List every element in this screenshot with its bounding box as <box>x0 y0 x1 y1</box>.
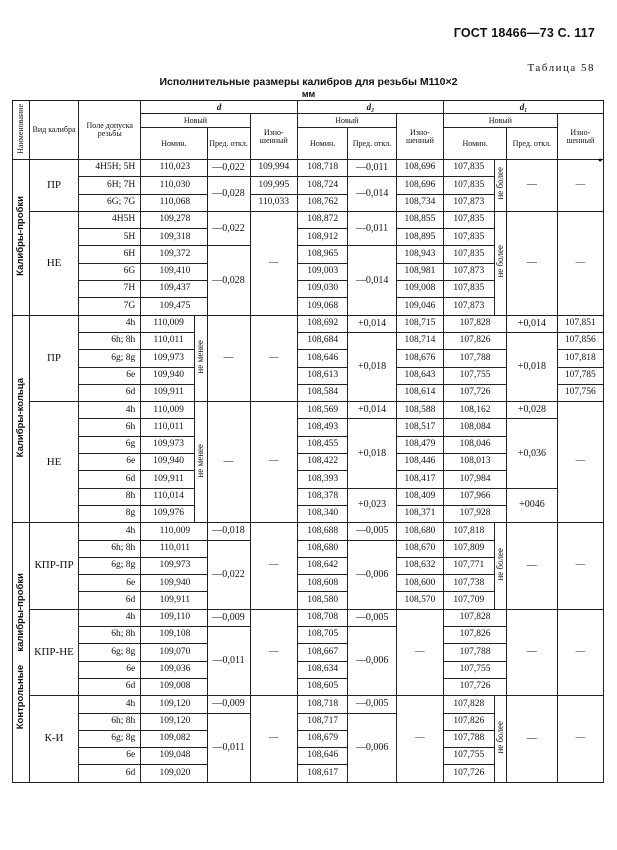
tolerance-field: 6d <box>79 765 141 782</box>
d2-nominal: 109,003 <box>297 263 347 280</box>
d1-nominal: 107,726 <box>444 678 507 695</box>
tolerance-field: 6G <box>79 263 141 280</box>
d-nominal: 109,911 <box>141 471 195 488</box>
d2-deviation: —0,014 <box>348 246 396 315</box>
d1-nominal: 107,726 <box>444 765 494 782</box>
d-nominal: 109,108 <box>141 627 207 644</box>
d2-deviation: +0,023 <box>348 488 396 523</box>
tolerance-field: 6g; 8g <box>79 350 141 367</box>
tolerance-field: 6d <box>79 678 141 695</box>
d2-worn: 108,676 <box>396 350 443 367</box>
d2-worn: 108,670 <box>396 540 443 557</box>
d2-nominal: 108,688 <box>297 523 347 540</box>
tolerance-field: 6e <box>79 454 141 471</box>
d2-nominal: 108,608 <box>297 575 347 592</box>
tolerance-field: 6Н <box>79 246 141 263</box>
d-nominal: 109,120 <box>141 696 207 713</box>
d1-nominal: 107,873 <box>444 298 494 315</box>
d2-worn: 108,417 <box>396 471 443 488</box>
table-row <box>13 211 604 228</box>
d1-nominal: 107,835 <box>444 160 494 177</box>
d1-worn: — <box>557 402 603 523</box>
tolerance-field: 5Н <box>79 229 141 246</box>
d-worn: — <box>250 523 297 609</box>
table-title: Исполнительные размеры калибров для резьбы М110×2 <box>159 76 458 88</box>
d1-worn: — <box>557 696 603 782</box>
tolerance-field: 6g; 8g <box>79 557 141 574</box>
d-deviation: —0,028 <box>207 177 250 212</box>
tolerance-field: 6d <box>79 471 141 488</box>
d2-nominal: 108,642 <box>297 557 347 574</box>
gost-reference: ГОСТ 18466—73 С. 117 <box>453 26 595 40</box>
d-worn: — <box>250 696 297 782</box>
d-deviation: —0,009 <box>207 696 250 713</box>
d2-nominal: 108,605 <box>297 678 347 695</box>
tolerance-field: 6h; 8h <box>79 627 141 644</box>
d1-nominal: 107,966 <box>444 488 507 505</box>
col-d2-novyi: Новый <box>297 114 396 128</box>
tolerance-field: 4h <box>79 523 141 540</box>
d1-worn: — <box>557 523 603 609</box>
d2-deviation: —0,014 <box>348 177 396 212</box>
gauge-type: ПР <box>29 160 78 212</box>
d-worn: 110,033 <box>250 194 297 211</box>
d1-worn: — <box>557 609 603 695</box>
d-nominal: 110,068 <box>141 194 207 211</box>
margin-bullet: ● <box>598 156 603 164</box>
d-nominal: 109,911 <box>141 384 195 401</box>
tolerance-field: 6e <box>79 748 141 765</box>
note-ne-menee <box>194 402 207 523</box>
d2-worn: 108,696 <box>396 177 443 194</box>
d1-nominal: 107,984 <box>444 471 507 488</box>
d1-deviation: +0,028 <box>507 402 557 419</box>
table-row <box>13 419 604 436</box>
d-deviation: —0,022 <box>207 160 250 177</box>
d-nominal: 109,973 <box>141 557 207 574</box>
note-ne-bolee <box>494 160 507 212</box>
tolerance-field: 6d <box>79 384 141 401</box>
col-d1-iznosh: Изно-шенный <box>557 114 603 160</box>
table-row <box>13 523 604 540</box>
d2-deviation: —0,006 <box>348 627 396 696</box>
d-deviation: —0,011 <box>207 627 250 696</box>
note-ne-bolee-text: не более <box>494 167 505 200</box>
d2-nominal: 108,708 <box>297 609 347 626</box>
d1-worn: 107,856 <box>557 332 603 349</box>
d2-worn: 108,600 <box>396 575 443 592</box>
d1-nominal: 107,873 <box>444 263 494 280</box>
d-nominal: 109,976 <box>141 505 195 522</box>
d-deviation: —0,022 <box>207 211 250 246</box>
col-d-novyi: Новый <box>141 114 250 128</box>
d-nominal: 109,070 <box>141 644 207 661</box>
d1-nominal: 107,726 <box>444 384 507 401</box>
d2-worn: 108,696 <box>396 160 443 177</box>
col-vid: Вид калибра <box>29 101 78 160</box>
tolerance-field: 6h; 8h <box>79 332 141 349</box>
table-row <box>13 488 604 505</box>
tolerance-field: 6d <box>79 592 141 609</box>
tolerance-field: 4h <box>79 402 141 419</box>
d1-nominal: 107,835 <box>444 229 494 246</box>
d-nominal: 110,011 <box>141 419 195 436</box>
d2-nominal: 108,493 <box>297 419 347 436</box>
d2-worn: 108,614 <box>396 384 443 401</box>
d1-nominal: 107,755 <box>444 367 507 384</box>
d2-nominal: 108,393 <box>297 471 347 488</box>
table-label: Таблица 58 <box>527 62 595 74</box>
d1-nominal: 107,788 <box>444 350 507 367</box>
d-deviation: —0,028 <box>207 246 250 315</box>
d-nominal: 109,911 <box>141 592 207 609</box>
col-d2-pred: Пред. откл. <box>348 128 396 160</box>
col-d-nomin: Номин. <box>141 128 207 160</box>
d2-worn: — <box>396 609 443 695</box>
d2-worn: 108,632 <box>396 557 443 574</box>
d2-deviation: —0,005 <box>348 609 396 626</box>
d2-worn: 108,371 <box>396 505 443 522</box>
d2-nominal: 108,340 <box>297 505 347 522</box>
d1-nominal: 107,828 <box>444 315 507 332</box>
d-nominal: 109,940 <box>141 575 207 592</box>
gauge-type: КПР-НЕ <box>29 609 78 695</box>
d1-nominal: 107,709 <box>444 592 494 609</box>
d2-nominal: 108,378 <box>297 488 347 505</box>
gauge-type: НЕ <box>29 402 78 523</box>
d1-nominal: 107,826 <box>444 627 507 644</box>
d1-nominal: 107,771 <box>444 557 494 574</box>
note-ne-bolee-text: не более <box>494 547 505 581</box>
d2-deviation: +0,014 <box>348 402 396 419</box>
d2-nominal: 108,584 <box>297 384 347 401</box>
d1-nominal: 108,162 <box>444 402 507 419</box>
group-kalibry-koltsa <box>13 315 30 523</box>
d2-nominal: 108,872 <box>297 211 347 228</box>
d-nominal: 109,020 <box>141 765 207 782</box>
d-worn: — <box>250 402 297 523</box>
d2-nominal: 108,617 <box>297 765 347 782</box>
col-d1-pred: Пред. откл. <box>507 128 557 160</box>
d2-deviation: +0,014 <box>348 315 396 332</box>
d1-deviation: — <box>507 211 557 315</box>
d2-worn: 108,570 <box>396 592 443 609</box>
tolerance-field: 6e <box>79 367 141 384</box>
col-d1: d₁ <box>444 101 604 114</box>
d2-deviation: —0,011 <box>348 211 396 246</box>
tolerance-field: 7Н <box>79 281 141 298</box>
d-nominal: 110,011 <box>141 540 207 557</box>
d1-nominal: 107,835 <box>444 177 494 194</box>
d2-worn: — <box>396 696 443 782</box>
d2-nominal: 108,762 <box>297 194 347 211</box>
d1-deviation: — <box>507 523 557 609</box>
dimensions-table <box>12 100 604 783</box>
d1-nominal: 107,835 <box>444 211 494 228</box>
d-worn: — <box>250 609 297 695</box>
tolerance-field: 8h <box>79 488 141 505</box>
d-nominal: 109,278 <box>141 211 207 228</box>
d2-worn: 108,943 <box>396 246 443 263</box>
d2-deviation: —0,011 <box>348 160 396 177</box>
d-nominal: 110,011 <box>141 332 195 349</box>
d2-worn: 108,981 <box>396 263 443 280</box>
d2-nominal: 108,718 <box>297 160 347 177</box>
d1-nominal: 107,873 <box>444 194 494 211</box>
d-worn: 109,994 <box>250 160 297 177</box>
d-nominal: 109,048 <box>141 748 207 765</box>
d-nominal: 109,973 <box>141 436 195 453</box>
group-kalibry-koltsa-text: Калибры-кольца <box>15 377 27 457</box>
d2-nominal: 108,912 <box>297 229 347 246</box>
d1-deviation: — <box>507 696 557 782</box>
d2-worn: 109,008 <box>396 281 443 298</box>
tolerance-field: 6h <box>79 419 141 436</box>
d-nominal: 110,009 <box>141 402 195 419</box>
note-ne-bolee <box>494 523 507 609</box>
d2-worn: 108,715 <box>396 315 443 332</box>
d-deviation: —0,022 <box>207 540 250 609</box>
d-nominal: 109,082 <box>141 730 207 747</box>
d2-worn: 109,046 <box>396 298 443 315</box>
d-nominal: 109,110 <box>141 609 207 626</box>
d-nominal: 109,318 <box>141 229 207 246</box>
d1-worn: 107,756 <box>557 384 603 401</box>
d2-nominal: 108,680 <box>297 540 347 557</box>
d1-worn: — <box>557 211 603 315</box>
col-d2-nomin: Номин. <box>297 128 347 160</box>
col-d-pred: Пред. откл. <box>207 128 250 160</box>
d-worn: — <box>250 315 297 401</box>
tolerance-field: 6g; 8g <box>79 644 141 661</box>
d1-deviation: +0046 <box>507 488 557 523</box>
d1-worn: 107,785 <box>557 367 603 384</box>
tolerance-field: 6G; 7G <box>79 194 141 211</box>
tolerance-field: 6e <box>79 661 141 678</box>
d2-nominal: 108,646 <box>297 748 347 765</box>
d1-nominal: 108,046 <box>444 436 507 453</box>
d2-nominal: 108,684 <box>297 332 347 349</box>
note-ne-bolee <box>494 211 507 315</box>
group-kalibry-probki-text: Калибры-пробки <box>15 195 27 276</box>
d-nominal: 110,030 <box>141 177 207 194</box>
d-nominal: 109,120 <box>141 713 207 730</box>
d1-deviation: +0,018 <box>507 332 557 401</box>
d-nominal: 109,437 <box>141 281 207 298</box>
d-nominal: 110,023 <box>141 160 207 177</box>
col-naimenovanie: Наименование <box>13 101 30 160</box>
d2-deviation: —0,005 <box>348 696 396 713</box>
d2-nominal: 108,965 <box>297 246 347 263</box>
d2-deviation: —0,006 <box>348 713 396 782</box>
tolerance-field: 4h <box>79 315 141 332</box>
d1-nominal: 107,835 <box>444 281 494 298</box>
note-ne-bolee <box>494 696 507 782</box>
d1-worn: 107,851 <box>557 315 603 332</box>
table-row <box>13 609 604 626</box>
d1-nominal: 107,818 <box>444 523 494 540</box>
unit-label: мм <box>301 89 316 99</box>
d-nominal: 110,009 <box>141 315 195 332</box>
d2-worn: 108,446 <box>396 454 443 471</box>
tolerance-field: 6e <box>79 575 141 592</box>
d2-nominal: 109,030 <box>297 281 347 298</box>
note-ne-menee <box>194 315 207 401</box>
d2-deviation: —0,006 <box>348 540 396 609</box>
tolerance-field: 6Н; 7Н <box>79 177 141 194</box>
d-nominal: 109,372 <box>141 246 207 263</box>
d-deviation: — <box>207 402 250 523</box>
d1-deviation: +0,014 <box>507 315 557 332</box>
d-nominal: 109,940 <box>141 454 195 471</box>
d-nominal: 109,940 <box>141 367 195 384</box>
tolerance-field: 6g; 8g <box>79 730 141 747</box>
d1-nominal: 107,788 <box>444 730 494 747</box>
d-worn: 109,995 <box>250 177 297 194</box>
d1-worn: 107,818 <box>557 350 603 367</box>
d1-worn: — <box>557 160 603 212</box>
d-nominal: 109,973 <box>141 350 195 367</box>
tolerance-field: 4Н5Н <box>79 211 141 228</box>
table-row <box>13 160 604 177</box>
d1-nominal: 107,828 <box>444 609 507 626</box>
d-nominal: 109,036 <box>141 661 207 678</box>
d2-nominal: 108,717 <box>297 713 347 730</box>
col-d2: d₂ <box>297 101 443 114</box>
d2-nominal: 108,718 <box>297 696 347 713</box>
d2-nominal: 109,068 <box>297 298 347 315</box>
d1-nominal: 107,928 <box>444 505 507 522</box>
d-deviation: —0,018 <box>207 523 250 540</box>
d-nominal: 109,008 <box>141 678 207 695</box>
d1-deviation: — <box>507 160 557 212</box>
table-row <box>13 315 604 332</box>
d2-worn: 108,855 <box>396 211 443 228</box>
d2-worn: 108,643 <box>396 367 443 384</box>
d1-nominal: 107,826 <box>444 332 507 349</box>
tolerance-field: 8g <box>79 505 141 522</box>
d2-worn: 108,895 <box>396 229 443 246</box>
d2-worn: 108,517 <box>396 419 443 436</box>
d2-nominal: 108,679 <box>297 730 347 747</box>
d2-nominal: 108,580 <box>297 592 347 609</box>
d-nominal: 109,410 <box>141 263 207 280</box>
table-row <box>13 696 604 713</box>
d2-nominal: 108,692 <box>297 315 347 332</box>
gauge-type: ПР <box>29 315 78 401</box>
gauge-type: НЕ <box>29 211 78 315</box>
d2-deviation: +0,018 <box>348 419 396 488</box>
tolerance-field: 6h; 8h <box>79 540 141 557</box>
d2-nominal: 108,634 <box>297 661 347 678</box>
d2-nominal: 108,569 <box>297 402 347 419</box>
d-deviation: —0,011 <box>207 713 250 782</box>
d-nominal: 110,009 <box>141 523 207 540</box>
d1-deviation: — <box>507 609 557 695</box>
col-pole: Поле допуска резьбы <box>79 101 141 160</box>
d-worn: — <box>250 211 297 315</box>
d2-worn: 108,479 <box>396 436 443 453</box>
group-kalibry-probki <box>13 160 30 316</box>
note-ne-menee-text: не менее <box>195 339 206 374</box>
d2-worn: 108,734 <box>396 194 443 211</box>
d-nominal: 109,475 <box>141 298 207 315</box>
d2-worn: 108,409 <box>396 488 443 505</box>
d2-nominal: 108,455 <box>297 436 347 453</box>
tolerance-field: 7G <box>79 298 141 315</box>
tolerance-field: 4h <box>79 609 141 626</box>
d1-nominal: 107,755 <box>444 748 494 765</box>
tolerance-field: 4Н5Н; 5Н <box>79 160 141 177</box>
d1-nominal: 107,788 <box>444 644 507 661</box>
col-d2-iznosh: Изно-шенный <box>396 114 443 160</box>
d2-deviation: —0,005 <box>348 523 396 540</box>
d-deviation: — <box>207 315 250 401</box>
col-d: d <box>141 101 298 114</box>
col-d-iznosh: Изно-шенный <box>250 114 297 160</box>
group-kontrolnye <box>13 523 30 782</box>
d1-nominal: 108,084 <box>444 419 507 436</box>
d-nominal: 110,014 <box>141 488 195 505</box>
d1-nominal: 107,755 <box>444 661 507 678</box>
note-ne-bolee-text: не более <box>494 245 505 278</box>
d1-nominal: 107,835 <box>444 246 494 263</box>
table-row <box>13 332 604 349</box>
tolerance-field: 4h <box>79 696 141 713</box>
gauge-type: КПР-ПР <box>29 523 78 609</box>
d1-nominal: 107,738 <box>444 575 494 592</box>
d1-nominal: 107,809 <box>444 540 494 557</box>
d1-deviation: +0,036 <box>507 419 557 488</box>
table-row <box>13 402 604 419</box>
d2-nominal: 108,705 <box>297 627 347 644</box>
group-kontrolnye-text: Контрольные калибры-пробки <box>15 572 27 729</box>
d2-deviation: +0,018 <box>348 332 396 401</box>
col-d1-nomin: Номин. <box>444 128 507 160</box>
d1-nominal: 107,826 <box>444 713 494 730</box>
gauge-type: К-И <box>29 696 78 782</box>
d2-worn: 108,680 <box>396 523 443 540</box>
tolerance-field: 6h; 8h <box>79 713 141 730</box>
col-d1-novyi: Новый <box>444 114 558 128</box>
note-ne-menee-text: не менее <box>195 443 206 478</box>
d-deviation: —0,009 <box>207 609 250 626</box>
d2-nominal: 108,613 <box>297 367 347 384</box>
d2-nominal: 108,724 <box>297 177 347 194</box>
d2-nominal: 108,646 <box>297 350 347 367</box>
d1-nominal: 107,828 <box>444 696 494 713</box>
page-header <box>0 0 617 100</box>
d2-nominal: 108,667 <box>297 644 347 661</box>
d2-nominal: 108,422 <box>297 454 347 471</box>
d2-worn: 108,714 <box>396 332 443 349</box>
note-ne-bolee-text: не более <box>494 720 505 754</box>
tolerance-field: 6g <box>79 436 141 453</box>
d2-worn: 108,588 <box>396 402 443 419</box>
d1-nominal: 108,013 <box>444 454 507 471</box>
